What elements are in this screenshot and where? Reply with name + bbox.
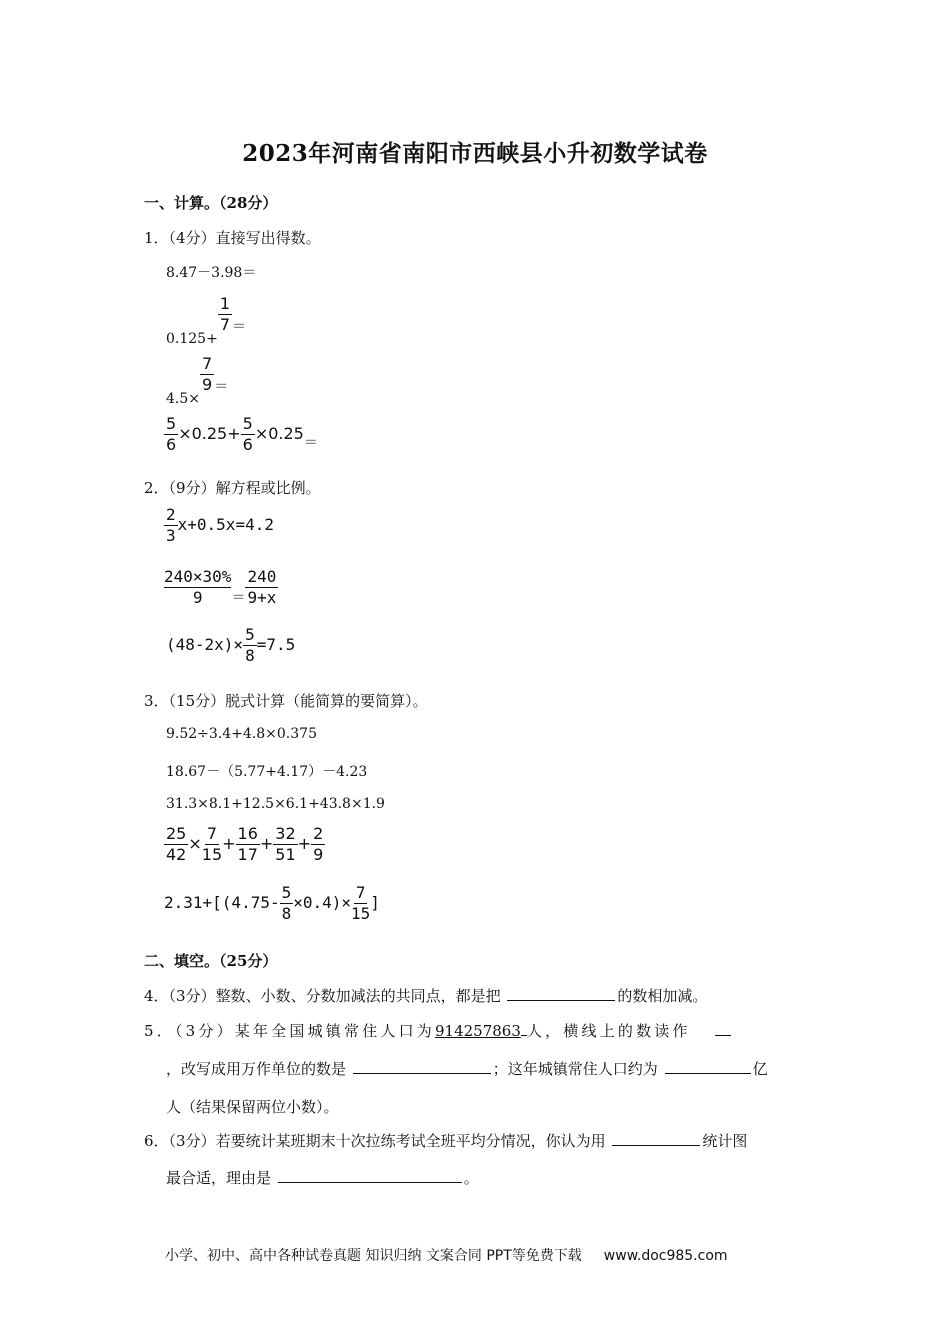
footer-text: 小学、初中、高中各种试卷真题 知识归纳 文案合同 PPT等免费下载 [165, 1248, 582, 1264]
q3-item-3: 31.3×8.1+12.5×6.1+43.8×1.9 [166, 796, 385, 812]
page-title: 2023年河南省南阳市西峡县小升初数学试卷 [242, 140, 708, 167]
highlighted-number: 914257863 [435, 1022, 521, 1040]
question-5-line-3: 人（结果保留两位小数）。 [166, 1098, 339, 1116]
section-heading-calc: 一、计算。（28分） [144, 194, 278, 212]
fraction: $\frac{7}{9}$ [202, 354, 213, 394]
fraction: $\frac{240}{9+x}$ [247, 567, 277, 607]
fraction: $\frac{2}{9}$ [313, 824, 324, 864]
q1-item-3: 4.5× $\frac{7}{9}$ ＝ [166, 354, 229, 407]
answer-blank[interactable] [507, 986, 615, 1001]
fraction: $\frac{7}{15}$ [201, 824, 223, 864]
q3-item-1: 9.52÷3.4+4.8×0.375 [166, 726, 317, 742]
fraction: $\frac{16}{17}$ [237, 824, 258, 864]
question-5-line-1: 5．（3分）某年全国城镇常住人口为914257863 人，横线上的数读作 [144, 1020, 731, 1041]
fraction: $\frac{25}{42}$ [166, 824, 187, 864]
q1-item-2: 0.125+ $\frac{1}{7}$ ＝ [166, 294, 246, 347]
q1-item-1: 8.47－3.98＝ [166, 265, 257, 281]
q3-item-2: 18.67－（5.77+4.17）－4.23 [166, 764, 368, 780]
q3-item-5: 2.31+[(4.75- $\frac{5}{8}$ ×0.4)× $\frac{7}{15}$ ] [164, 883, 380, 923]
question-6-line-2: 最合适，理由是 。 [166, 1169, 479, 1187]
answer-blank[interactable] [278, 1168, 462, 1183]
footer-link[interactable]: www.doc985.com [603, 1248, 728, 1264]
answer-blank[interactable] [665, 1059, 751, 1074]
fraction: $\frac{32}{51}$ [275, 824, 296, 864]
answer-blank[interactable] [715, 1021, 731, 1036]
answer-blank[interactable] [612, 1131, 700, 1146]
footer [165, 1245, 728, 1265]
fraction: $\frac{5}{8}$ [281, 883, 292, 923]
question-1-label: 1．（4分）直接写出得数。 [144, 229, 321, 247]
question-2-label: 2．（9分）解方程或比例。 [144, 479, 321, 497]
question-4: 4．（3分）整数、小数、分数加减法的共同点，都是把 的数相加减。 [144, 987, 708, 1005]
q1-item-4: $\frac{5}{6}$ ×0.25+ $\frac{5}{6}$ ×0.25＝ [166, 414, 318, 454]
section-heading-fill: 二、填空。（25分） [144, 952, 278, 970]
q2-equation-1: $\frac{2}{3}$ x+0.5x=4.2 [166, 505, 274, 545]
fraction: $\frac{240\times 30\%}{9}$ [164, 567, 232, 607]
fraction: $\frac{5}{8}$ [245, 625, 255, 665]
question-5-line-2: ，改写成用万作单位的数是 ；这年城镇常住人口约为 亿 [166, 1060, 768, 1078]
fraction: $\frac{7}{15}$ [351, 883, 371, 923]
fraction: $\frac{5}{6}$ [242, 414, 253, 454]
question-6-line-1: 6．（3分）若要统计某班期末十次拉练考试全班平均分情况，你认为用 统计图 [144, 1132, 748, 1150]
q2-equation-2: $\frac{240\times 30\%}{9}$ ＝ $\frac{240}{9+x}$ [164, 567, 277, 607]
fraction: $\frac{5}{6}$ [166, 414, 177, 454]
answer-blank[interactable] [353, 1059, 491, 1074]
q3-item-4: $\frac{25}{42}$ × $\frac{7}{15}$ + $\frac{16}{17}$ + $\frac{32}{51}$ + $\frac{2}{9}$ [166, 824, 324, 864]
q2-equation-3: (48-2x)× $\frac{5}{8}$ =7.5 [166, 625, 296, 665]
fraction: $\frac{2}{3}$ [166, 505, 176, 545]
fraction: $\frac{1}{7}$ [219, 294, 230, 334]
question-3-label: 3．（15分）脱式计算（能简算的要简算）。 [144, 692, 428, 710]
